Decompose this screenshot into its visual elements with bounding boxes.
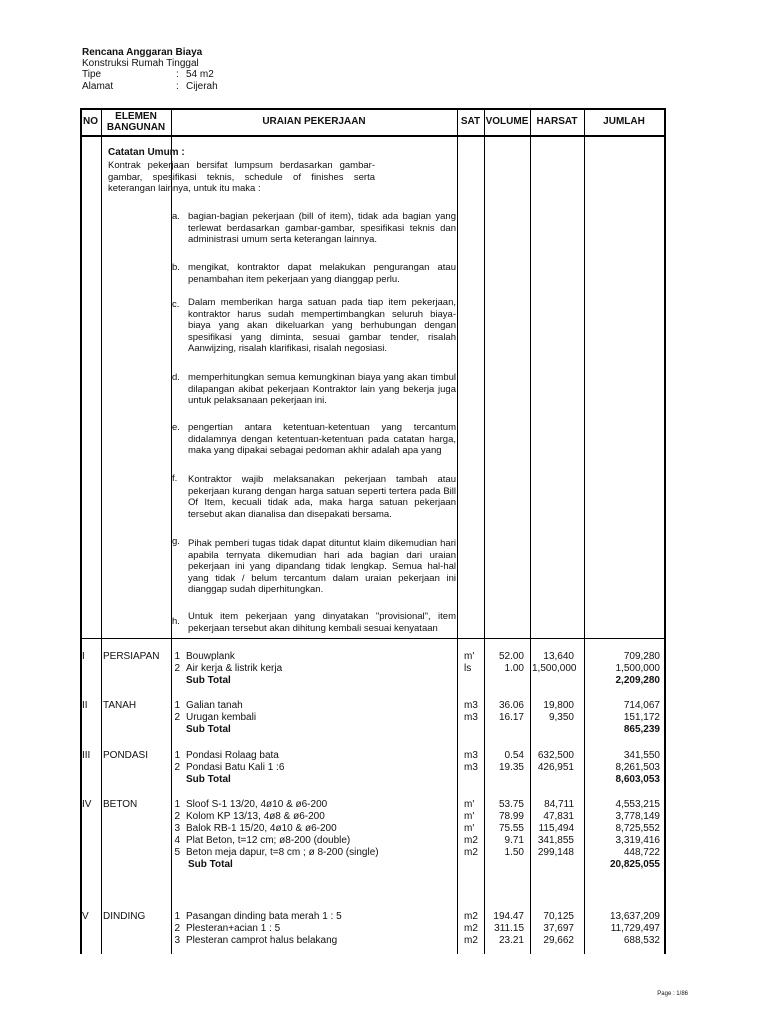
table-row <box>80 923 666 935</box>
row-jumlah: 341,550 <box>623 750 660 761</box>
row-jumlah: 4,553,215 <box>615 799 660 810</box>
row-volume: 52.00 <box>498 651 524 662</box>
table-row <box>80 700 666 712</box>
row-sat: ls <box>464 663 472 674</box>
row-volume: 311.15 <box>494 923 524 934</box>
table-row <box>80 811 666 823</box>
section-no: IV <box>82 799 92 810</box>
row-desc: Urugan kembali <box>186 712 257 723</box>
row-sat: m2 <box>464 935 478 946</box>
note-text: Kontraktor wajib melaksanakan pekerjaan tambah atau pekerjaan kurang dengan harga satuan seperti tertera pada Bill Of Item, kecuali tidak ada, maka harga satuan pekerjaan tersebut akan dianalisa dan disepakati bersama. <box>188 474 456 520</box>
row-volume: 78.99 <box>498 811 524 822</box>
row-no: 1 <box>174 799 180 810</box>
row-sat: m3 <box>464 750 478 761</box>
note-letter: a. <box>172 211 180 222</box>
notes-intro: Kontrak pekerjaan bersifat lumpsum berdasarkan gambar-gambar, spesifikasi teknis, schedule of finishes serta keterangan lainnya, untuk itu maka : <box>108 160 375 195</box>
notes-title: Catatan Umum : <box>108 147 185 158</box>
row-desc: Plesteran camprot halus belakang <box>186 935 338 946</box>
subtotal-row <box>80 774 666 786</box>
row-harsat: 9,350 <box>548 712 574 723</box>
row-sat: m2 <box>464 835 478 846</box>
row-harsat: 29,662 <box>543 935 574 946</box>
section-no: III <box>82 750 91 761</box>
row-jumlah: 8,725,552 <box>615 823 660 834</box>
row-harsat: 47,831 <box>543 811 574 822</box>
section-name: BETON <box>103 799 138 810</box>
row-jumlah: 13,637,209 <box>609 911 660 922</box>
row-jumlah: 448,722 <box>623 847 660 858</box>
row-jumlah: 1,500,000 <box>615 663 660 674</box>
note-text: bagian-bagian pekerjaan (bill of item), tidak ada bagian yang terlewat berdasarkan gambar-gambar, spesifikasi teknis dan administrasi umum serta keterangan lainnya. <box>188 211 456 246</box>
subtotal-value: 20,825,055 <box>609 859 660 870</box>
subtotal-value: 2,209,280 <box>615 675 660 686</box>
note-letter: d. <box>172 372 180 383</box>
row-jumlah: 3,778,149 <box>615 811 660 822</box>
row-volume: 0.54 <box>504 750 524 761</box>
row-no: 2 <box>174 923 180 934</box>
table-header-border <box>80 135 666 137</box>
row-desc: Kolom KP 13/13, 4ø8 & ø6-200 <box>186 811 325 822</box>
row-jumlah: 688,532 <box>623 935 660 946</box>
row-volume: 75.55 <box>498 823 524 834</box>
tipe-colon: : <box>176 69 179 80</box>
row-sat: m' <box>464 823 475 834</box>
row-sat: m2 <box>464 923 478 934</box>
subtotal-row <box>80 675 666 687</box>
subtotal-row <box>80 724 666 736</box>
subtotal-label: Sub Total <box>186 724 231 735</box>
note-letter: e. <box>172 422 180 433</box>
row-harsat: 115,494 <box>538 823 574 834</box>
table-row <box>80 651 666 663</box>
section-name: DINDING <box>103 911 146 922</box>
note-letter: b. <box>172 262 180 273</box>
row-jumlah: 8,261,503 <box>615 762 660 773</box>
th-jumlah: JUMLAH <box>603 116 645 127</box>
row-harsat: 37,697 <box>543 923 574 934</box>
row-volume: 1.00 <box>504 663 524 674</box>
tipe-value: 54 m2 <box>186 69 214 80</box>
row-harsat: 341,855 <box>537 835 574 846</box>
row-volume: 36.06 <box>498 700 524 711</box>
row-desc: Air kerja & listrik kerja <box>186 663 283 674</box>
row-no: 2 <box>174 712 180 723</box>
page-number: Page : 1/86 <box>657 991 688 997</box>
row-desc: Pondasi Batu Kali 1 :6 <box>186 762 285 773</box>
row-harsat: 1,500,000 <box>532 663 577 674</box>
row-sat: m3 <box>464 762 478 773</box>
row-no: 2 <box>174 663 180 674</box>
row-no: 1 <box>174 750 180 761</box>
row-harsat: 70,125 <box>543 911 574 922</box>
row-desc: Pondasi Rolaag bata <box>186 750 279 761</box>
row-desc: Beton meja dapur, t=8 cm ; ø 8-200 (single) <box>186 847 379 858</box>
row-volume: 1.50 <box>504 847 524 858</box>
row-no: 1 <box>174 700 180 711</box>
row-sat: m2 <box>464 847 478 858</box>
row-harsat: 13,640 <box>543 651 574 662</box>
row-volume: 16.17 <box>498 712 524 723</box>
th-volume: VOLUME <box>485 116 529 127</box>
row-desc: Plesteran+acian 1 : 5 <box>186 923 281 934</box>
subtotal-label: Sub Total <box>186 774 231 785</box>
note-letter: c. <box>172 299 180 310</box>
section-no: V <box>82 911 89 922</box>
section-name: PONDASI <box>103 750 149 761</box>
note-text: memperhitungkan semua kemungkinan biaya yang akan timbul dilapangan akibat pekerjaan Kontraktor lain yang bekerja juga untuk pelaksanaan pekerjaan ini. <box>188 372 456 407</box>
section-name: TANAH <box>103 700 137 711</box>
row-desc: Sloof S-1 13/20, 4ø10 & ø6-200 <box>186 799 328 810</box>
note-text: pengertian antara ketentuan-ketentuan yang tercantum didalamnya dengan ketentuan-ketentuan pada catatan harga, maka yang dipakai sebagai pedoman akhir adalah apa yang <box>188 422 456 457</box>
row-desc: Bouwplank <box>186 651 235 662</box>
row-no: 1 <box>174 651 180 662</box>
row-desc: Pasangan dinding bata merah 1 : 5 <box>186 911 342 922</box>
row-harsat: 19,800 <box>543 700 574 711</box>
note-text: Untuk item pekerjaan yang dinyatakan "provisional", item pekerjaan tersebut akan dihitung kembali sesuai kenyataan <box>188 611 456 634</box>
table-row <box>80 823 666 835</box>
row-no: 2 <box>174 762 180 773</box>
notes-bottom-border <box>80 638 666 639</box>
row-jumlah: 709,280 <box>623 651 660 662</box>
doc-subtitle: Konstruksi Rumah Tinggal <box>82 58 199 69</box>
doc-title: Rencana Anggaran Biaya <box>82 47 203 58</box>
table-row <box>80 663 666 675</box>
row-sat: m3 <box>464 700 478 711</box>
note-text: mengikat, kontraktor dapat melakukan pengurangan atau penambahan item pekerjaan yang dianggap perlu. <box>188 262 456 285</box>
row-volume: 19.35 <box>498 762 524 773</box>
row-sat: m3 <box>464 712 478 723</box>
row-no: 3 <box>174 935 180 946</box>
row-harsat: 84,711 <box>544 799 574 810</box>
row-harsat: 426,951 <box>537 762 574 773</box>
row-jumlah: 11,729,497 <box>610 923 660 934</box>
row-jumlah: 151,172 <box>623 712 660 723</box>
row-harsat: 299,148 <box>537 847 574 858</box>
note-letter: f. <box>172 473 178 484</box>
section-no: II <box>82 700 88 711</box>
th-sat: SAT <box>460 116 481 127</box>
table-row <box>80 847 666 859</box>
row-desc: Balok RB-1 15/20, 4ø10 & ø6-200 <box>186 823 337 834</box>
subtotal-value: 8,603,053 <box>615 774 660 785</box>
row-jumlah: 714,067 <box>623 700 660 711</box>
row-jumlah: 3,319,416 <box>615 835 660 846</box>
row-harsat: 632,500 <box>537 750 574 761</box>
row-volume: 23.21 <box>498 935 524 946</box>
alamat-colon: : <box>176 81 179 92</box>
row-desc: Galian tanah <box>186 700 243 711</box>
th-uraian: URAIAN PEKERJAAN <box>262 116 366 127</box>
row-volume: 9.71 <box>504 835 524 846</box>
subtotal-value: 865,239 <box>623 724 660 735</box>
row-sat: m2 <box>464 911 478 922</box>
table-row <box>80 835 666 847</box>
th-harsat: HARSAT <box>536 116 578 127</box>
tipe-label: Tipe <box>82 69 102 80</box>
section-name: PERSIAPAN <box>103 651 160 662</box>
row-no: 5 <box>174 847 180 858</box>
note-text: Dalam memberikan harga satuan pada tiap item pekerjaan, kontraktor harus sudah mempertimbangkan seluruh biaya-biaya yang akan dikeluarkan yang berhubungan dengan spesifikasi yang diminta, sesuai gambar tender, risalah Aanwijzing, risalah klarifikasi, risalah negosiasi. <box>188 297 456 355</box>
subtotal-label: Sub Total <box>186 675 231 686</box>
row-volume: 194.47 <box>493 911 524 922</box>
row-no: 2 <box>174 811 180 822</box>
row-sat: m' <box>464 811 475 822</box>
row-sat: m' <box>464 799 475 810</box>
row-sat: m' <box>464 651 475 662</box>
note-letter: h. <box>172 616 180 627</box>
alamat-label: Alamat <box>82 81 114 92</box>
note-text: Pihak pemberi tugas tidak dapat dituntut klaim dikemudian hari apabila ternyata dikemudian hari ada bagian dari uraian pekerjaan ini yang dipandang tidak lengkap. Semua hal-hal yang tidak / belum tercantum dalam uraian pekerjaan ini dianggap sudah diperhitungkan. <box>188 538 456 596</box>
table-row <box>80 712 666 724</box>
row-no: 1 <box>174 911 180 922</box>
table-row <box>80 799 666 811</box>
subtotal-label: Sub Total <box>188 859 233 870</box>
alamat-value: Cijerah <box>186 81 218 92</box>
row-desc: Plat Beton, t=12 cm; ø8-200 (double) <box>186 835 351 846</box>
table-row <box>80 935 666 947</box>
row-volume: 53.75 <box>498 799 524 810</box>
th-elemen: ELEMEN BANGUNAN <box>106 110 166 133</box>
th-no: NO <box>83 116 98 127</box>
row-no: 3 <box>174 823 180 834</box>
row-no: 4 <box>174 835 180 846</box>
subtotal-row <box>82 859 668 871</box>
table-row <box>80 762 666 774</box>
table-row <box>80 911 666 923</box>
table-row <box>80 750 666 762</box>
note-letter: g. <box>172 536 180 547</box>
section-no: I <box>82 651 85 662</box>
